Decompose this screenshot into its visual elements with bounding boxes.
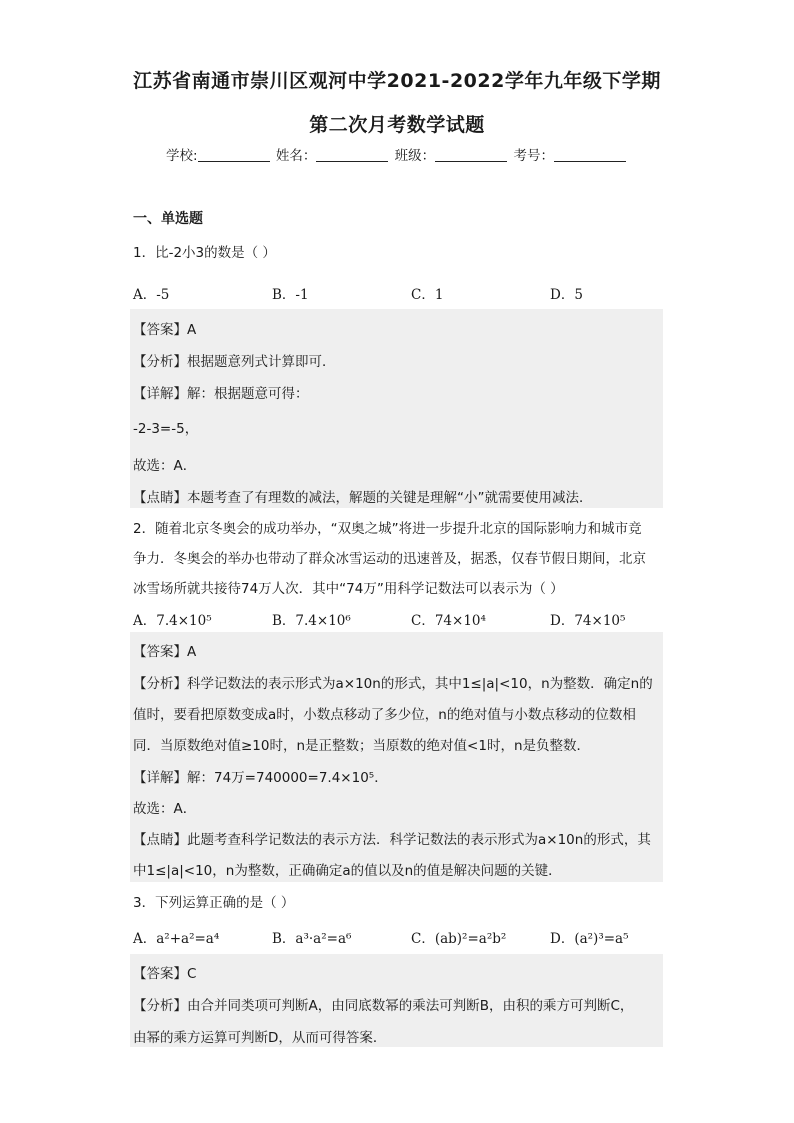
q1-calc: -2-3=-5， (133, 421, 199, 437)
name-blank[interactable] (316, 149, 388, 162)
q3-option-c: C．(ab)²=a²b² (411, 931, 507, 947)
exam-number-label: 考号： (513, 148, 554, 164)
q1-option-d: D．5 (550, 287, 583, 303)
q2-stem-line2: 争力．冬奥会的举办也带动了群众冰雪运动的迅速普及，据悉，仅春节假日期间，北京 (133, 551, 646, 567)
q2-option-c: C．74×10⁴ (411, 613, 486, 629)
q2-choose: 故选：A． (133, 801, 197, 817)
exam-number-blank[interactable] (554, 149, 626, 162)
q1-detail: 【详解】解：根据题意可得： (133, 386, 309, 402)
q3-option-a: A．a²+a²=a⁴ (133, 931, 220, 947)
q1-answer: 【答案】A (133, 322, 197, 338)
exam-title-line1: 江苏省南通市崇川区观河中学2021-2022学年九年级下学期 (133, 70, 661, 92)
q1-solution-panel (130, 309, 663, 508)
q2-stem-line3: 冰雪场所就共接待74万人次．其中“74万”用科学记数法可以表示为（ ） (133, 581, 564, 597)
q2-answer: 【答案】A (133, 644, 197, 660)
q1-stem: 1．比-2小3的数是（ ） (133, 245, 276, 261)
q2-detail: 【详解】解：74万=740000=7.4×10⁵． (133, 770, 388, 786)
q2-comment-line1: 【点睛】此题考查科学记数法的表示方法．科学记数法的表示形式为a×10n的形式，其 (133, 832, 651, 848)
q1-option-b: B．-1 (272, 287, 309, 303)
q3-analysis-line2: 由幂的乘方运算可判断D，从而可得答案． (133, 1030, 387, 1046)
q2-option-a: A．7.4×10⁵ (133, 613, 212, 629)
class-label: 班级： (394, 148, 436, 164)
q3-stem: 3．下列运算正确的是（ ） (133, 895, 295, 911)
name-label: 姓名： (275, 148, 317, 164)
q1-comment: 【点睛】本题考查了有理数的减法，解题的关键是理解“小”就需要使用减法． (133, 490, 593, 506)
class-blank[interactable] (435, 149, 507, 162)
school-label: 学校: (166, 148, 198, 164)
q3-answer: 【答案】C (133, 966, 197, 982)
school-blank[interactable] (198, 149, 270, 162)
q3-analysis-line1: 【分析】由合并同类项可判断A，由同底数幂的乘法可判断B，由积的乘方可判断C， (133, 998, 634, 1014)
q1-option-a: A．-5 (133, 287, 170, 303)
q3-option-b: B．a³·a²=a⁶ (272, 931, 352, 947)
q2-analysis-line3: 同．当原数绝对值≥10时，n是正整数；当原数的绝对值<1时，n是负整数． (133, 738, 591, 754)
q3-option-d: D．(a²)³=a⁵ (550, 931, 629, 947)
q1-analysis: 【分析】根据题意列式计算即可． (133, 354, 336, 370)
q1-option-c: C．1 (411, 287, 444, 303)
q2-option-b: B．7.4×10⁶ (272, 613, 351, 629)
q2-stem-line1: 2．随着北京冬奥会的成功举办，“双奥之城”将进一步提升北京的国际影响力和城市竞 (133, 521, 642, 537)
q2-analysis-line1: 【分析】科学记数法的表示形式为a×10n的形式，其中1≤|a|<10，n为整数．确定n的 (133, 676, 653, 692)
q2-comment-line2: 中1≤|a|<10，n为整数，正确确定a的值以及n的值是解决问题的关键． (133, 863, 562, 879)
q1-choose: 故选：A． (133, 458, 197, 474)
exam-title-line2: 第二次月考数学试题 (309, 114, 485, 136)
student-info-row (0, 144, 794, 164)
q2-analysis-line2: 值时，要看把原数变成a时，小数点移动了多少位，n的绝对值与小数点移动的位数相 (133, 707, 636, 723)
q2-option-d: D．74×10⁵ (550, 613, 626, 629)
section-heading: 一、单选题 (133, 211, 203, 227)
